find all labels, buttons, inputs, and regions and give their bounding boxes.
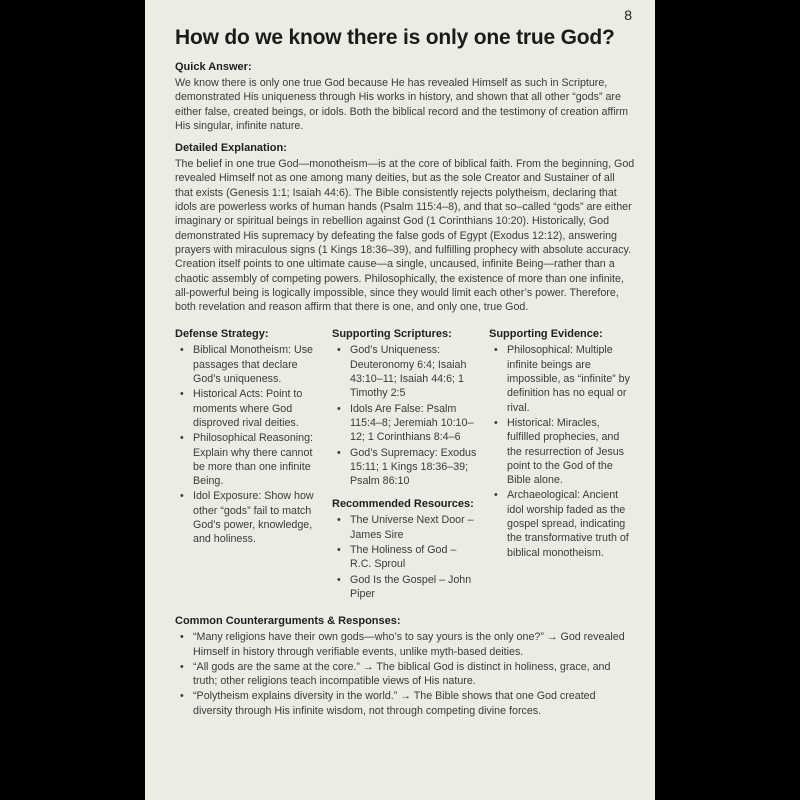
detailed-explanation-heading: Detailed Explanation: xyxy=(175,142,287,155)
list-item: • God’s Uniqueness: Deuteronomy 6:4; Isaiah 43:10–11; Isaiah 44:6; 1 Timothy 2:5 xyxy=(332,343,478,400)
column-defense-strategy xyxy=(175,327,321,602)
supporting-evidence-heading: Supporting Evidence: xyxy=(489,328,603,341)
list-item: • God’s Supremacy: Exodus 15:11; 1 Kings 18:36–39; Psalm 86:10 xyxy=(332,446,478,489)
recommended-resources-heading: Recommended Resources: xyxy=(332,498,474,511)
counterarguments-list xyxy=(175,630,637,718)
document-page xyxy=(145,0,655,800)
detailed-explanation-body: The belief in one true God—monotheism—is at the core of biblical faith. From the beginning, God revealed Himself not as one among many deities, but as the sole Creator and Sustainer of all that exists (Genesis 1:1; Isaiah 44:6). The Bible consistently rejects polytheism, declaring that idols are powerless works of human hands (Psalm 115:4–8), and that so–called “gods” are either imaginary or spiritual beings in rebellion against God (1 Corinthians 10:20). Historically, God demonstrated His supremacy by defeating the false gods of Egypt (Exodus 12:12), answering prayers with miraculous signs (1 Kings 18:36–39), and fulfilling prophecy with absolute accuracy. Creation itself points to one ultimate cause—a single, uncaused, infinite Being—rather than a chaotic assembly of competing powers. Philosophically, the existence of more than one infinite, all-powerful being is logically impossible, since they would limit each other’s power. Therefore, both revelation and reason affirm that there is one, and only one, true God. xyxy=(175,158,635,314)
supporting-scriptures-list xyxy=(332,343,478,488)
section-quick-answer xyxy=(175,60,639,133)
list-item: • Biblical Monotheism: Use passages that declare God’s uniqueness. xyxy=(175,343,321,386)
section-detailed-explanation xyxy=(175,141,639,314)
defense-strategy-heading: Defense Strategy: xyxy=(175,328,269,341)
quick-answer-heading: Quick Answer: xyxy=(175,61,252,73)
page-number: 8 xyxy=(624,7,632,23)
list-item: • The Holiness of God – R.C. Sproul xyxy=(332,543,478,572)
defense-strategy-list xyxy=(175,343,321,546)
recommended-resources-list xyxy=(332,513,478,601)
column-supporting-scriptures xyxy=(332,327,478,602)
quick-answer-body: We know there is only one true God because He has revealed Himself as such in Scripture, demonstrated His uniqueness through His works in history, and shown that all other “gods” are either false, created beings, or idols. Both the biblical record and the testimony of creation affirm His singular, infinite nature. xyxy=(175,77,629,132)
supporting-evidence-list xyxy=(489,343,635,559)
column-supporting-evidence xyxy=(489,327,635,602)
list-item: • Archaeological: Ancient idol worship faded as the gospel spread, indicating the transformative truth of biblical monotheism. xyxy=(489,488,635,559)
list-item: • Historical: Miracles, fulfilled prophecies, and the resurrection of Jesus point to the God of the Bible alone. xyxy=(489,416,635,487)
counterarguments-heading: Common Counterarguments & Responses: xyxy=(175,615,401,628)
supporting-scriptures-heading: Supporting Scriptures: xyxy=(332,328,452,341)
list-item: • “All gods are the same at the core.” → The biblical God is distinct in holiness, grace, and truth; other religions teach incompatible views of His nature. xyxy=(175,660,637,689)
list-item: • “Many religions have their own gods—who’s to say yours is the only one?” → God revealed Himself in history through verifiable events, unlike myth-based deities. xyxy=(175,630,637,659)
list-item: • Idols Are False: Psalm 115:4–8; Jeremiah 10:10–12; 1 Corinthians 8:4–6 xyxy=(332,402,478,445)
list-item: • Philosophical: Multiple infinite beings are impossible, as “infinite” by definition has no equal or rival. xyxy=(489,343,635,414)
list-item: • God Is the Gospel – John Piper xyxy=(332,573,478,602)
three-column-section xyxy=(175,327,639,602)
list-item: • Historical Acts: Point to moments where God disproved rival deities. xyxy=(175,387,321,430)
list-item: • The Universe Next Door – James Sire xyxy=(332,513,478,542)
section-counterarguments xyxy=(175,614,639,718)
list-item: • Idol Exposure: Show how other “gods” fail to match God’s power, knowledge, and holiness. xyxy=(175,489,321,546)
list-item: • Philosophical Reasoning: Explain why there cannot be more than one infinite Being. xyxy=(175,431,321,488)
list-item: • “Polytheism explains diversity in the world.” → The Bible shows that one God created diversity through His infinite wisdom, not through competing divine forces. xyxy=(175,689,637,718)
page-title: How do we know there is only one true God? xyxy=(175,26,615,49)
